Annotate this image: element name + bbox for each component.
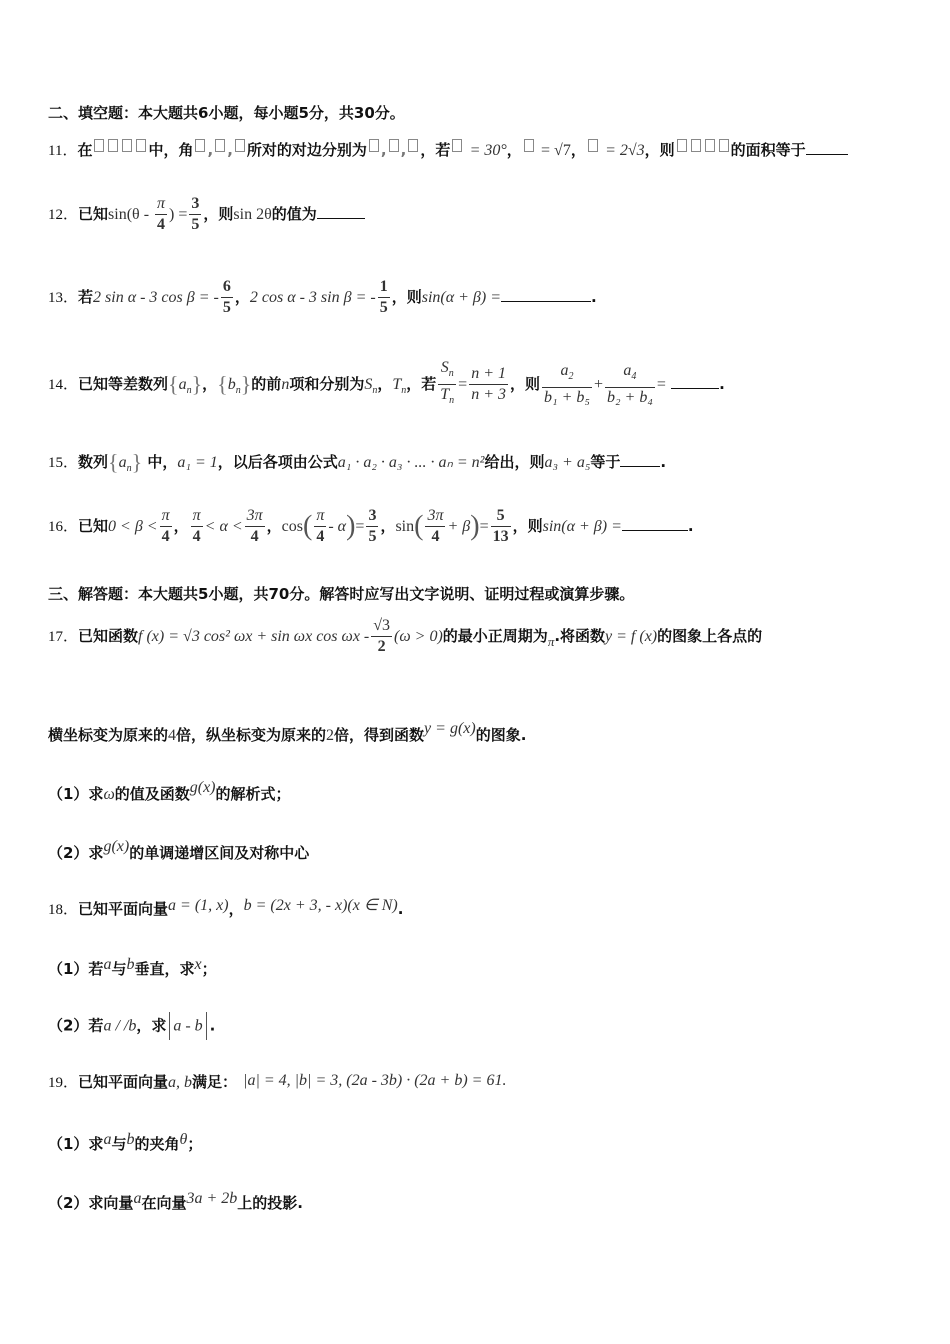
missing-glyph-icon: [108, 139, 118, 152]
answer-blank: [671, 374, 719, 389]
missing-glyph-icon: [215, 139, 225, 152]
question-17: 17．已知函数f (x) = √3 cos² ωx + sin ωx cos ωx - $\frac{√3}{2}$ (ω > 0)的最小正周期为π.将函数y = f (x)的图象上各点的: [48, 617, 763, 655]
answer-blank: [317, 204, 365, 219]
answer-blank: [501, 287, 591, 302]
missing-glyph-icon: [136, 139, 146, 152]
question-19-part-2: （2）求向量a在向量3a + 2b上的投影.: [48, 1190, 303, 1212]
missing-glyph-icon: [389, 139, 399, 152]
question-18: 18．已知平面向量a = (1, x)，b = (2x + 3, - x)(x ∈ N).: [48, 897, 404, 918]
section-3-title: 三、解答题：本大题共5小题，共70分。解答时应写出文字说明、证明过程或演算步骤。: [48, 585, 635, 603]
question-17-part-1: （1）求ω的值及函数g(x)的解析式；: [48, 779, 291, 803]
missing-glyph-icon: [195, 139, 205, 152]
missing-glyph-icon: [94, 139, 104, 152]
question-19-part-1: （1）求a与b的夹角θ；: [48, 1131, 203, 1153]
missing-glyph-icon: [705, 139, 715, 152]
missing-glyph-icon: [408, 139, 418, 152]
question-17-line-2: 横坐标变为原来的4倍，纵坐标变为原来的2倍，得到函数y = g(x)的图象.: [48, 720, 527, 744]
question-18-part-2: （2）若a / /b，求 a - b .: [48, 1012, 215, 1040]
question-13: 13．若2 sin α - 3 cos β = - $\frac{6}{5}$ ，2 cos α - 3 sin β = - $\frac{1}{5}$ ，则sin(α + β) = .: [48, 278, 597, 316]
missing-glyph-icon: [122, 139, 132, 152]
answer-blank: [620, 452, 660, 467]
question-15: 15．数列$\{a_n\}$ 中，a₁ = 1，以后各项由公式a₁ · a₂ · a₃ · ... · aₙ = n²给出，则a₃ + a₅等于 .: [48, 449, 667, 475]
question-18-part-1: （1）若a与b垂直，求x；: [48, 956, 217, 978]
question-16: 16．已知0 < β < $\frac{\pi}{4}$ ， $\frac{\pi}{4}$ < α < $\frac{3\pi}{4}$ ，cos( $\frac{\pi}{4}$ - α)= $\frac{3}{5}$ ，sin( $\frac{3\pi}{4}$ + β)= $\frac{5}{13}$ ，则sin(α + β) = .: [48, 507, 694, 545]
missing-glyph-icon: [677, 139, 687, 152]
missing-glyph-icon: [452, 139, 462, 152]
section-2-title: 二、填空题：本大题共6小题，每小题5分，共30分。: [48, 104, 405, 122]
answer-blank: [806, 140, 848, 155]
question-12: 12．已知sin(θ - $\frac{\pi}{4}$ ) = $\frac{3}{5}$ ，则sin 2θ的值为: [48, 193, 365, 236]
missing-glyph-icon: [235, 139, 245, 152]
question-14: 14．已知等差数列$\{a_n\}$，$\{b_n\}$的前n项和分别为$S_n$，$T_n$，若 $\frac{S_n}{T_n}$ = $\frac{n + 1}{n + 3}$ ，则 $\frac{a_2}{\text{b₁ + b₅}}$ + $\frac{a_4}{\text{b₂ + b₄}}$ = .: [48, 359, 725, 406]
missing-glyph-icon: [588, 139, 598, 152]
question-17-part-2: （2）求g(x)的单调递增区间及对称中心: [48, 838, 310, 862]
missing-glyph-icon: [719, 139, 729, 152]
missing-glyph-icon: [524, 139, 534, 152]
answer-blank: [622, 516, 688, 531]
missing-glyph-icon: [369, 139, 379, 152]
question-19: 19．已知平面向量a, b满足： |a| = 4, |b| = 3, (2a - 3b) · (2a + b) = 61.: [48, 1072, 507, 1091]
question-11: 11．在 中，角 , , 所对的对边分别为 , , ，若 = 30°， = √7， = 2√3，则 的面积等于: [48, 139, 848, 161]
missing-glyph-icon: [691, 139, 701, 152]
